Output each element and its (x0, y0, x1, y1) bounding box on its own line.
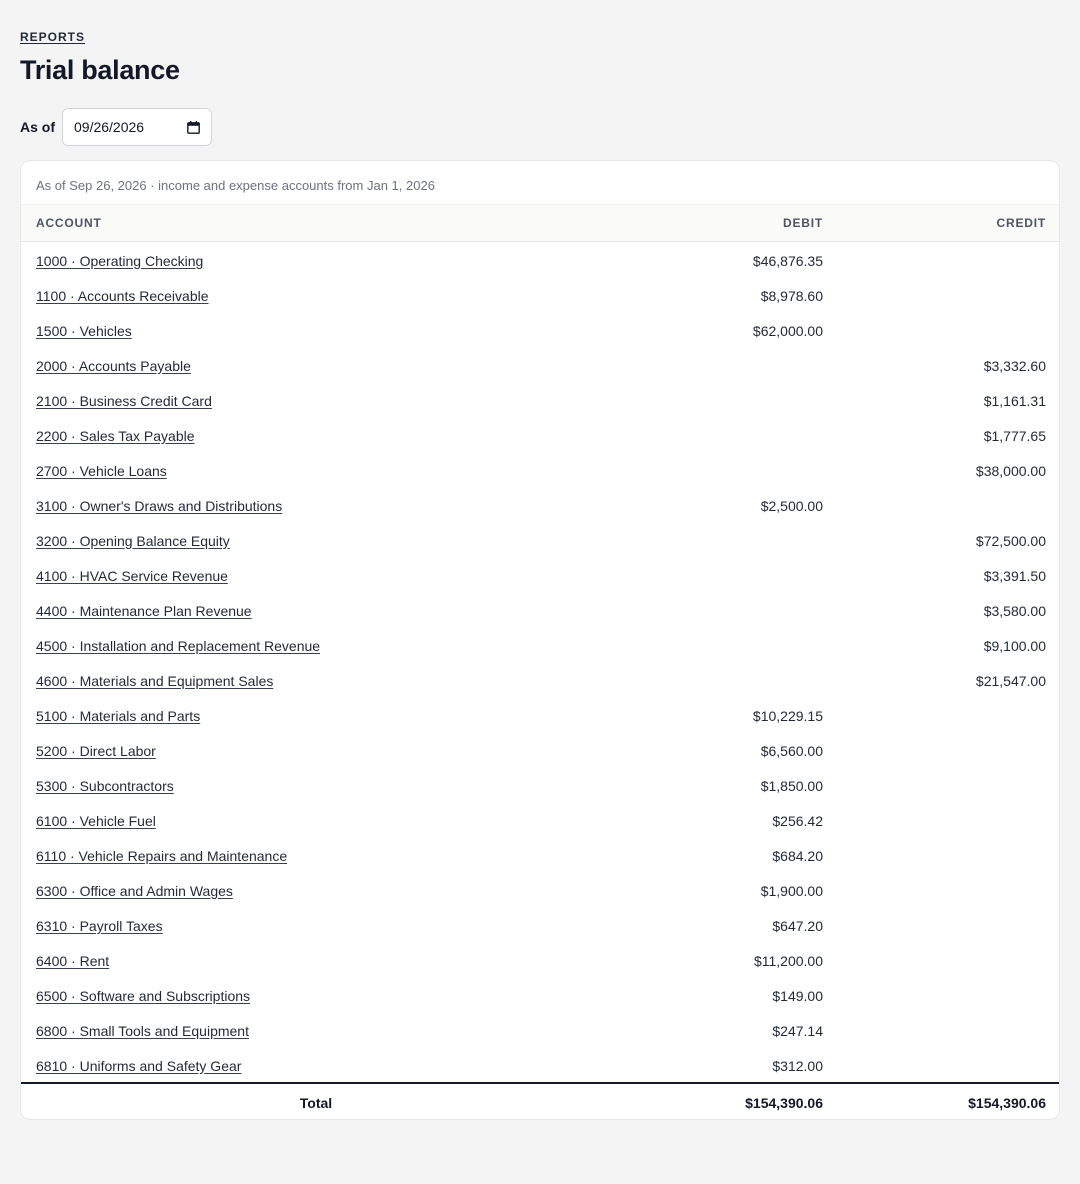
as-of-label: As of (20, 119, 55, 135)
total-row (21, 1082, 1060, 1120)
table-row (21, 1048, 1059, 1083)
breadcrumb-reports[interactable]: REPORTS (20, 30, 86, 44)
account-link[interactable]: 1500 · Vehicles (36, 322, 132, 339)
account-link[interactable]: 1000 · Operating Checking (36, 252, 204, 269)
account-cell (21, 323, 611, 339)
as-of-date-input[interactable] (62, 108, 212, 146)
account-cell (21, 673, 611, 689)
account-cell (21, 533, 611, 549)
account-cell (21, 778, 611, 794)
column-header-account: ACCOUNT (36, 216, 102, 230)
account-link[interactable]: 2100 · Business Credit Card (36, 392, 212, 409)
trial-balance-card (20, 160, 1060, 1120)
table-row (21, 453, 1059, 488)
table-row (21, 733, 1059, 768)
credit-cell: $3,580.00 (983, 602, 1046, 619)
credit-cell: $21,547.00 (975, 672, 1046, 689)
debit-cell: $2,500.00 (760, 497, 823, 514)
credit-cell: $9,100.00 (983, 637, 1046, 654)
account-cell (21, 883, 611, 899)
account-link[interactable]: 4400 · Maintenance Plan Revenue (36, 602, 252, 619)
account-cell (21, 253, 611, 269)
account-cell (21, 848, 611, 864)
account-link[interactable]: 4600 · Materials and Equipment Sales (36, 672, 274, 689)
account-link[interactable]: 5100 · Materials and Parts (36, 707, 201, 724)
credit-cell: $38,000.00 (975, 462, 1046, 479)
table-row (21, 243, 1059, 278)
account-cell (21, 1058, 611, 1074)
table-row (21, 348, 1059, 383)
table-row (21, 558, 1059, 593)
table-row (21, 768, 1059, 803)
account-link[interactable]: 4100 · HVAC Service Revenue (36, 567, 228, 584)
table-row (21, 698, 1059, 733)
debit-cell: $46,876.35 (752, 252, 823, 269)
total-label: Total (299, 1094, 333, 1111)
total-credit: $154,390.06 (968, 1094, 1046, 1111)
table-row (21, 313, 1059, 348)
table-row (21, 418, 1059, 453)
account-link[interactable]: 4500 · Installation and Replacement Revenue (36, 637, 321, 654)
table-row (21, 383, 1059, 418)
account-link[interactable]: 6500 · Software and Subscriptions (36, 987, 251, 1004)
account-link[interactable]: 5300 · Subcontractors (36, 777, 174, 794)
credit-cell: $1,161.31 (983, 392, 1046, 409)
account-link[interactable]: 2200 · Sales Tax Payable (36, 427, 195, 444)
table-row (21, 803, 1059, 838)
account-cell (21, 813, 611, 829)
table-row (21, 908, 1059, 943)
account-cell (21, 463, 611, 479)
table-row (21, 873, 1059, 908)
column-header-debit: DEBIT (783, 216, 823, 230)
account-link[interactable]: 6310 · Payroll Taxes (36, 917, 163, 934)
report-note: As of Sep 26, 2026 · income and expense accounts from Jan 1, 2026 (36, 178, 435, 193)
account-cell (21, 498, 611, 514)
credit-cell: $3,332.60 (983, 357, 1046, 374)
account-link[interactable]: 6300 · Office and Admin Wages (36, 882, 233, 899)
account-link[interactable]: 2700 · Vehicle Loans (36, 462, 167, 479)
account-cell (21, 568, 611, 584)
account-link[interactable]: 6110 · Vehicle Repairs and Maintenance (36, 847, 288, 864)
debit-cell: $1,900.00 (760, 882, 823, 899)
account-cell (21, 603, 611, 619)
account-cell (21, 393, 611, 409)
credit-cell: $3,391.50 (983, 567, 1046, 584)
table-row (21, 978, 1059, 1013)
account-cell (21, 358, 611, 374)
credit-cell: $1,777.65 (983, 427, 1046, 444)
table-body (21, 242, 1059, 1083)
table-row (21, 628, 1059, 663)
as-of-filter (20, 108, 212, 146)
debit-cell: $684.20 (772, 847, 823, 864)
debit-cell: $256.42 (772, 812, 823, 829)
account-link[interactable]: 3100 · Owner's Draws and Distributions (36, 497, 283, 514)
account-link[interactable]: 6810 · Uniforms and Safety Gear (36, 1057, 242, 1074)
debit-cell: $11,200.00 (753, 952, 823, 969)
debit-cell: $312.00 (772, 1057, 823, 1074)
account-link[interactable]: 6100 · Vehicle Fuel (36, 812, 156, 829)
account-cell (21, 743, 611, 759)
account-link[interactable]: 6800 · Small Tools and Equipment (36, 1022, 249, 1039)
table-header (21, 204, 1059, 242)
account-link[interactable]: 1100 · Accounts Receivable (36, 287, 209, 304)
account-cell (21, 988, 611, 1004)
debit-cell: $647.20 (772, 917, 823, 934)
debit-cell: $10,229.15 (752, 707, 823, 724)
table-row (21, 838, 1059, 873)
account-cell (21, 638, 611, 654)
account-cell (21, 953, 611, 969)
table-row (21, 593, 1059, 628)
account-link[interactable]: 2000 · Accounts Payable (36, 357, 191, 374)
debit-cell: $149.00 (772, 987, 823, 1004)
account-link[interactable]: 5200 · Direct Labor (36, 742, 156, 759)
table-row (21, 488, 1059, 523)
table-row (21, 1013, 1059, 1048)
debit-cell: $1,850.00 (760, 777, 823, 794)
account-link[interactable]: 3200 · Opening Balance Equity (36, 532, 230, 549)
table-row (21, 663, 1059, 698)
account-link[interactable]: 6400 · Rent (36, 952, 110, 969)
account-cell (21, 1023, 611, 1039)
account-cell (21, 708, 611, 724)
total-debit: $154,390.06 (745, 1094, 823, 1111)
account-cell (21, 428, 611, 444)
debit-cell: $6,560.00 (760, 742, 823, 759)
account-cell (21, 918, 611, 934)
table-row (21, 523, 1059, 558)
page-title: Trial balance (20, 55, 180, 85)
credit-cell: $72,500.00 (975, 532, 1046, 549)
debit-cell: $62,000.00 (752, 322, 823, 339)
calendar-icon[interactable] (187, 121, 200, 134)
table-row (21, 278, 1059, 313)
column-header-credit: CREDIT (996, 216, 1046, 230)
account-cell (21, 288, 611, 304)
table-row (21, 943, 1059, 978)
as-of-date-value: 09/26/2026 (74, 119, 145, 135)
debit-cell: $8,978.60 (760, 287, 823, 304)
debit-cell: $247.14 (772, 1022, 823, 1039)
